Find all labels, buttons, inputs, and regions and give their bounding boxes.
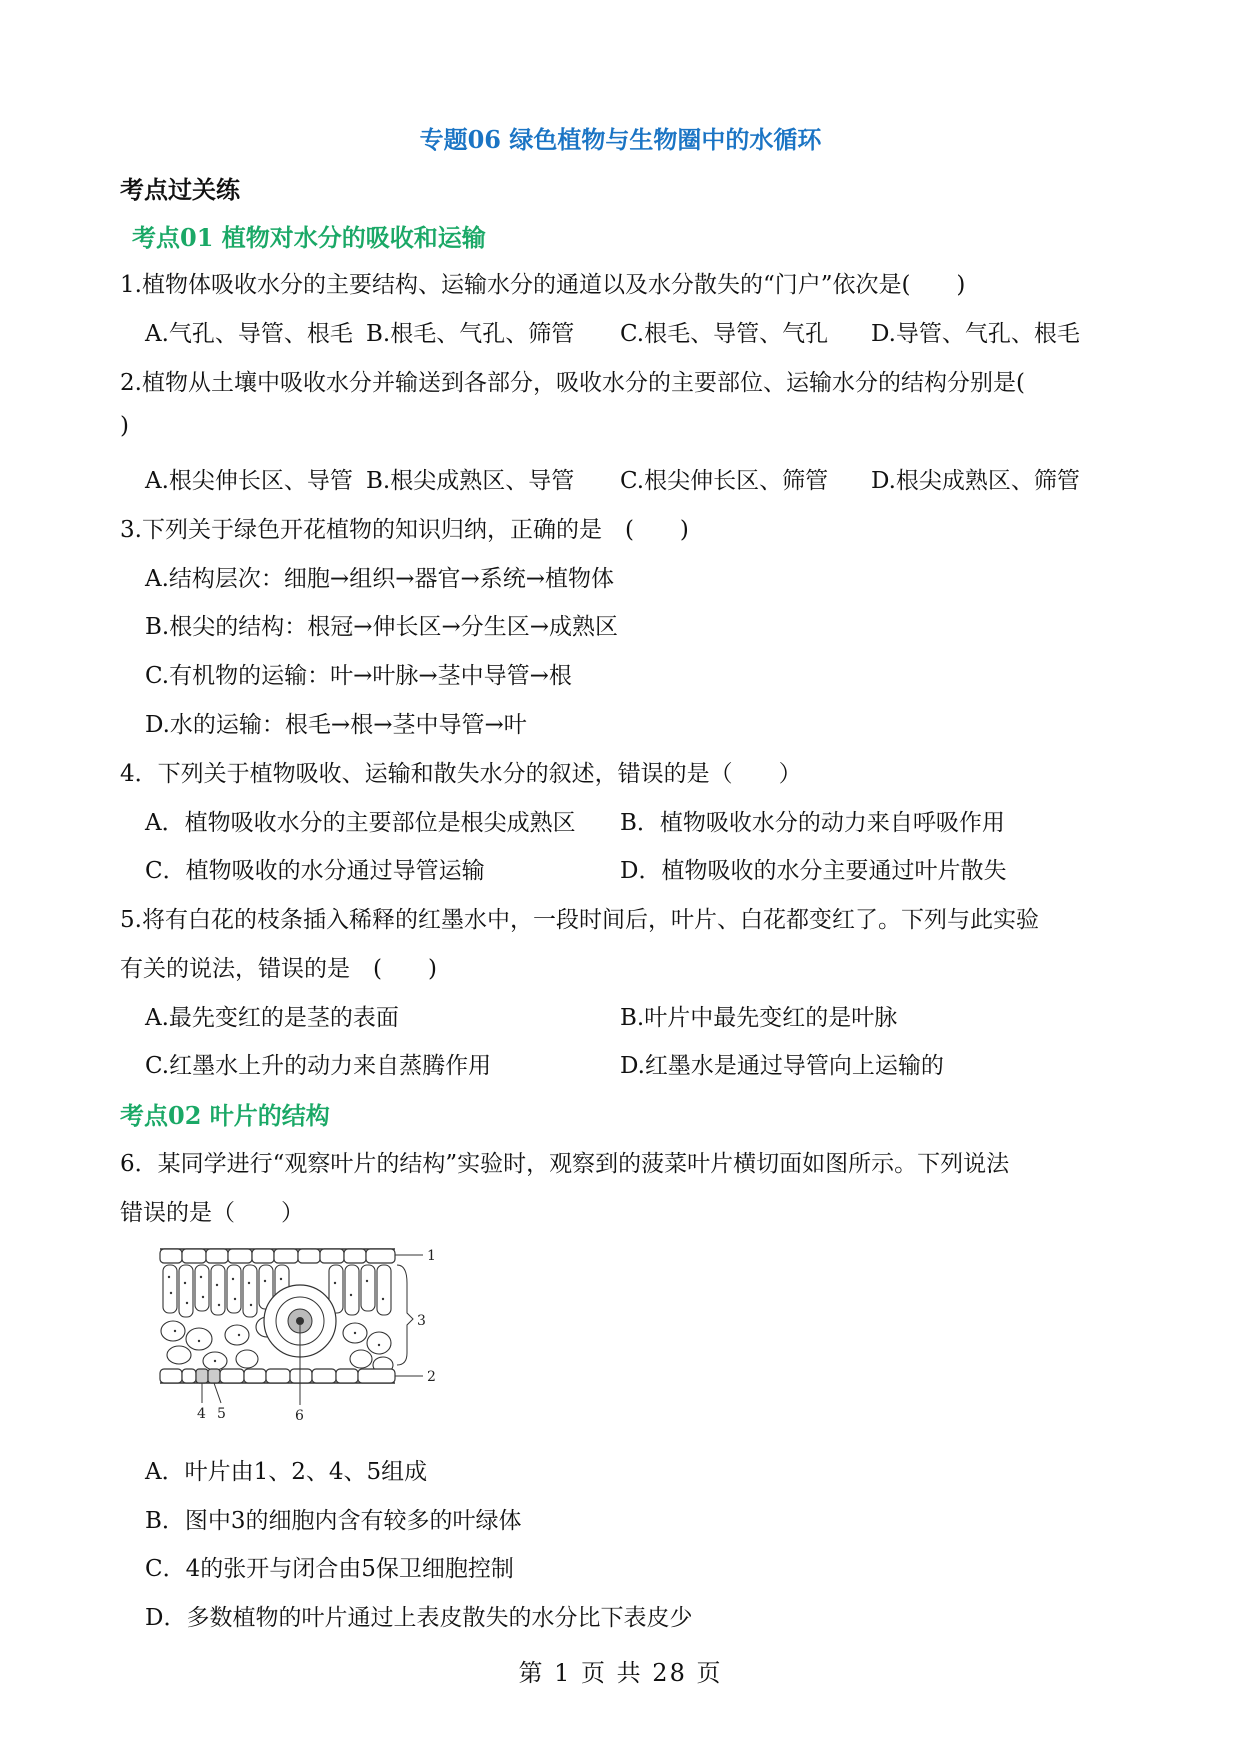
question-2-option-a: A.根尖伸长区、导管: [145, 468, 353, 494]
question-4-stem: 4．下列关于植物吸收、运输和散失水分的叙述，错误的是（ ）: [120, 761, 802, 787]
figure-label-1: 1: [427, 1248, 436, 1264]
question-5-option-b: B.叶片中最先变红的是叶脉: [620, 1005, 898, 1031]
question-3-option-c: C.有机物的运输：叶→叶脉→茎中导管→根: [145, 663, 572, 689]
figure-label-2: 2: [427, 1369, 436, 1385]
question-2-option-d: D.根尖成熟区、筛管: [871, 468, 1080, 494]
question-4-option-b: B．植物吸收水分的动力来自呼吸作用: [620, 810, 1005, 836]
leaf-cross-section-figure: [155, 1243, 445, 1423]
topic-heading-1: 考点01 植物对水分的吸收和运输: [132, 223, 486, 252]
question-6-option-b: B．图中3的细胞内含有较多的叶绿体: [145, 1508, 522, 1534]
question-5-option-d: D.红墨水是通过导管向上运输的: [620, 1053, 944, 1079]
page-number-footer: 第 1 页 共 28 页: [518, 1659, 723, 1687]
question-1-option-d: D.导管、气孔、根毛: [871, 321, 1080, 347]
question-2-option-b: B.根尖成熟区、导管: [366, 468, 575, 494]
question-2-stem-cont: ): [120, 413, 129, 439]
question-1-option-b: B.根毛、气孔、筛管: [366, 321, 575, 347]
question-3-stem: 3.下列关于绿色开花植物的知识归纳，正确的是 ( ): [120, 517, 689, 543]
question-5-stem: 5.将有白花的枝条插入稀释的红墨水中，一段时间后，叶片、白花都变红了。下列与此实验: [120, 907, 1039, 933]
question-5-option-c: C.红墨水上升的动力来自蒸腾作用: [145, 1053, 492, 1079]
question-1-option-a: A.气孔、导管、根毛: [145, 321, 353, 347]
question-3-option-d: D.水的运输：根毛→根→茎中导管→叶: [145, 712, 527, 738]
question-6-option-d: D．多数植物的叶片通过上表皮散失的水分比下表皮少: [145, 1605, 693, 1631]
figure-label-4: 4: [197, 1406, 206, 1422]
question-6-option-c: C．4的张开与闭合由5保卫细胞控制: [145, 1556, 514, 1582]
question-3-option-a: A.结构层次：细胞→组织→器官→系统→植物体: [145, 566, 615, 592]
question-6-stem: 6．某同学进行“观察叶片的结构”实验时，观察到的菠菜叶片横切面如图所示。下列说法: [120, 1151, 1010, 1177]
question-6-stem-cont: 错误的是（ ）: [120, 1200, 304, 1226]
question-1-option-c: C.根毛、导管、气孔: [620, 321, 829, 347]
question-2-option-c: C.根尖伸长区、筛管: [620, 468, 829, 494]
page-title: 专题06 绿色植物与生物圈中的水循环: [419, 125, 822, 154]
question-4-option-d: D．植物吸收的水分主要通过叶片散失: [620, 858, 1007, 884]
figure-label-5: 5: [217, 1406, 226, 1422]
question-2-stem: 2.植物从土壤中吸收水分并输送到各部分，吸收水分的主要部位、运输水分的结构分别是(: [120, 370, 1025, 396]
question-5-stem-cont: 有关的说法，错误的是 ( ): [120, 956, 437, 982]
question-5-option-a: A.最先变红的是茎的表面: [145, 1005, 399, 1031]
question-1-stem: 1.植物体吸收水分的主要结构、运输水分的通道以及水分散失的“门户”依次是( ): [120, 272, 966, 298]
section-heading: 考点过关练: [120, 175, 240, 204]
question-6-option-a: A．叶片由1、2、4、5组成: [145, 1459, 428, 1485]
question-4-option-a: A．植物吸收水分的主要部位是根尖成熟区: [145, 810, 576, 836]
topic-heading-2: 考点02 叶片的结构: [120, 1101, 330, 1130]
question-4-option-c: C．植物吸收的水分通过导管运输: [145, 858, 485, 884]
figure-label-3: 3: [417, 1313, 426, 1329]
question-3-option-b: B.根尖的结构：根冠→伸长区→分生区→成熟区: [145, 614, 619, 640]
figure-label-6: 6: [295, 1408, 304, 1423]
